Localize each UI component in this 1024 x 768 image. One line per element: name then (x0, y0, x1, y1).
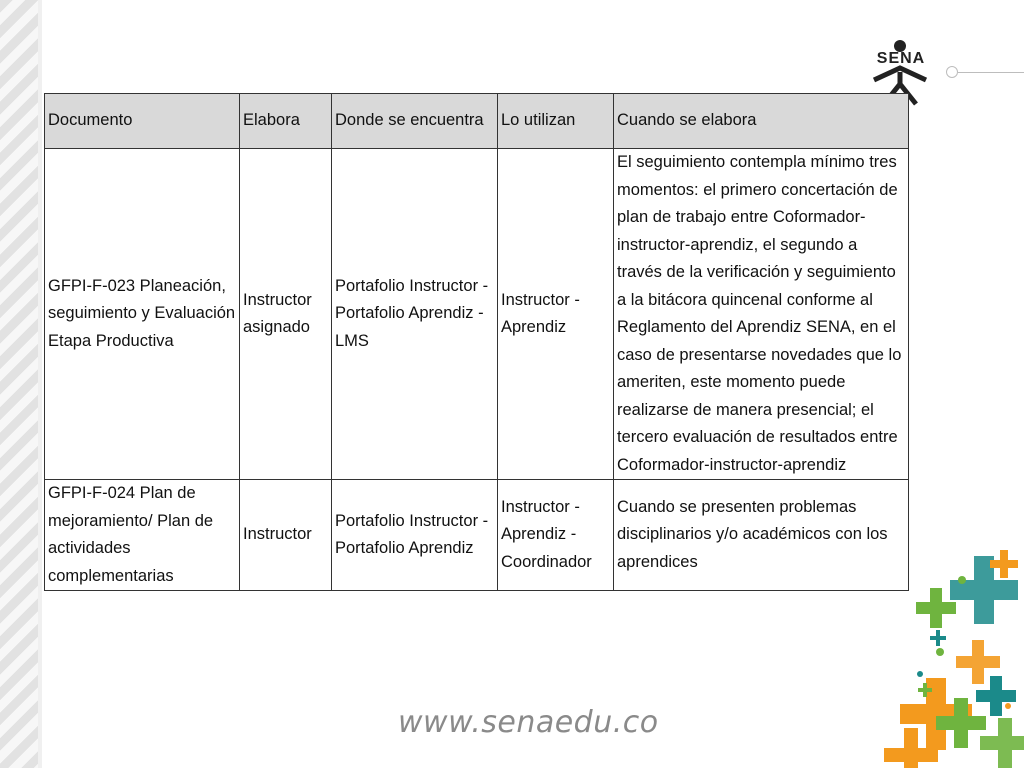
cell-cuando: El seguimiento contempla mínimo tres momentos: el primero concertación de plan de trabajo entre Coformador-instructor-aprendiz, el segundo a través de la verificación y seguimiento a la bitácora quincenal conforme al Reglamento del Aprendiz SENA, en el caso de presentarse novedades que lo ameriten, este momento puede realizarse de manera presencial; el tercero evaluación de resultados entre Coformador-instructor-aprendiz (614, 149, 909, 480)
document-table (44, 93, 909, 591)
stripe-edge (38, 0, 42, 768)
cell-elabora: Instructor asignado (240, 149, 332, 480)
header-cuando-se-elabora: Cuando se elabora (614, 94, 909, 149)
cell-elabora: Instructor (240, 480, 332, 591)
decorative-stripe-band (0, 0, 38, 768)
cell-documento: GFPI-F-023 Planeación, seguimiento y Evaluación Etapa Productiva (45, 149, 240, 480)
cell-donde: Portafolio Instructor - Portafolio Aprendiz - LMS (332, 149, 498, 480)
header-elabora: Elabora (240, 94, 332, 149)
decorative-crosses (860, 540, 1024, 768)
header-lo-utilizan: Lo utilizan (498, 94, 614, 149)
cell-donde: Portafolio Instructor - Portafolio Aprendiz (332, 480, 498, 591)
header-rule (958, 72, 1024, 73)
table-header-row (45, 94, 909, 149)
cell-utilizan: Instructor - Aprendiz (498, 149, 614, 480)
website-url: www.senaedu.co (398, 705, 659, 740)
header-rule-dot (946, 66, 958, 78)
table-row (45, 480, 909, 591)
cell-utilizan: Instructor - Aprendiz - Coordinador (498, 480, 614, 591)
sena-logo-text: SENA (876, 50, 926, 67)
table-row (45, 149, 909, 480)
header-documento: Documento (45, 94, 240, 149)
cell-cuando: Cuando se presenten problemas disciplinarios y/o académicos con los aprendices (614, 480, 909, 591)
cell-documento: GFPI-F-024 Plan de mejoramiento/ Plan de actividades complementarias (45, 480, 240, 591)
header-donde-se-encuentra: Donde se encuentra (332, 94, 498, 149)
